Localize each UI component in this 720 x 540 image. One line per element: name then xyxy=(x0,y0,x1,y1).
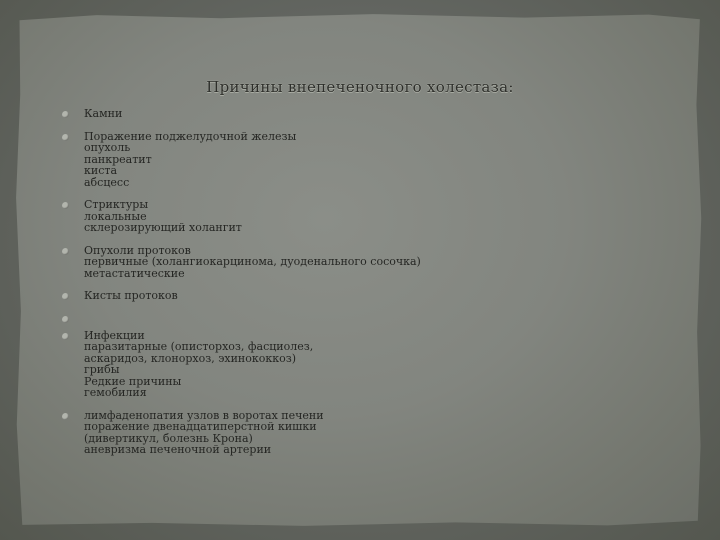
bullet-subline: склерозирующий холангит xyxy=(84,221,242,234)
bullet-item xyxy=(60,410,660,456)
bullet-subline: (дивертикул, болезнь Крона) xyxy=(84,431,253,445)
bullet-dot-icon xyxy=(62,333,69,340)
bullet-heading: Стриктуры xyxy=(84,198,149,211)
bullet-item xyxy=(60,108,660,120)
bullet-item xyxy=(60,245,660,280)
bullet-subline: грибы xyxy=(84,363,120,376)
bullet-item xyxy=(60,131,660,189)
bullet-subline: панкреатит xyxy=(84,152,152,166)
bullet-subline: опухоль xyxy=(84,141,131,154)
slide-title: Причины внепеченочного холестаза: xyxy=(206,78,514,96)
bullet-dot-icon xyxy=(62,293,69,300)
bullet-dot-icon xyxy=(62,413,69,420)
bullet-dot-icon xyxy=(62,111,69,118)
bullet-item xyxy=(60,199,660,234)
bullet-heading: Опухоли протоков xyxy=(84,243,191,257)
bullet-subline: абсцесс xyxy=(84,175,130,189)
bullet-subline: гемобилия xyxy=(84,386,147,399)
bullet-subline: аскаридоз, клонорхоз, эхинококкоз) xyxy=(84,351,297,365)
bullet-dot-icon xyxy=(62,248,69,255)
bullet-dot-icon xyxy=(62,202,69,209)
bullet-item xyxy=(60,330,660,399)
bullet-subline: Редкие причины xyxy=(84,374,182,388)
bullet-subline: метастатические xyxy=(84,266,185,280)
bullet-subline: аневризма печеночной артерии xyxy=(84,443,272,456)
bullet-item xyxy=(60,313,660,324)
bullet-subline: киста xyxy=(84,164,118,177)
bullet-dot-icon xyxy=(62,316,69,323)
bullet-heading: Кисты протоков xyxy=(84,289,178,302)
bullet-subline: поражение двенадцатиперстной кишки xyxy=(84,420,317,433)
bullet-heading: лимфаденопатия узлов в воротах печени xyxy=(84,408,324,422)
bullet-heading: Инфекции xyxy=(84,328,145,342)
bullet-subline: первичные (холангиокарцинома, дуоденального сосочка) xyxy=(84,255,421,268)
bullet-item xyxy=(60,290,660,302)
bullet-heading: Поражение поджелудочной железы xyxy=(84,129,297,143)
bullet-heading: Камни xyxy=(84,107,123,120)
bullet-dot-icon xyxy=(62,134,69,141)
bullet-subline: локальные xyxy=(84,209,147,223)
bullet-list xyxy=(60,108,660,467)
bullet-subline: паразитарные (описторхоз, фасциолез, xyxy=(84,340,314,353)
